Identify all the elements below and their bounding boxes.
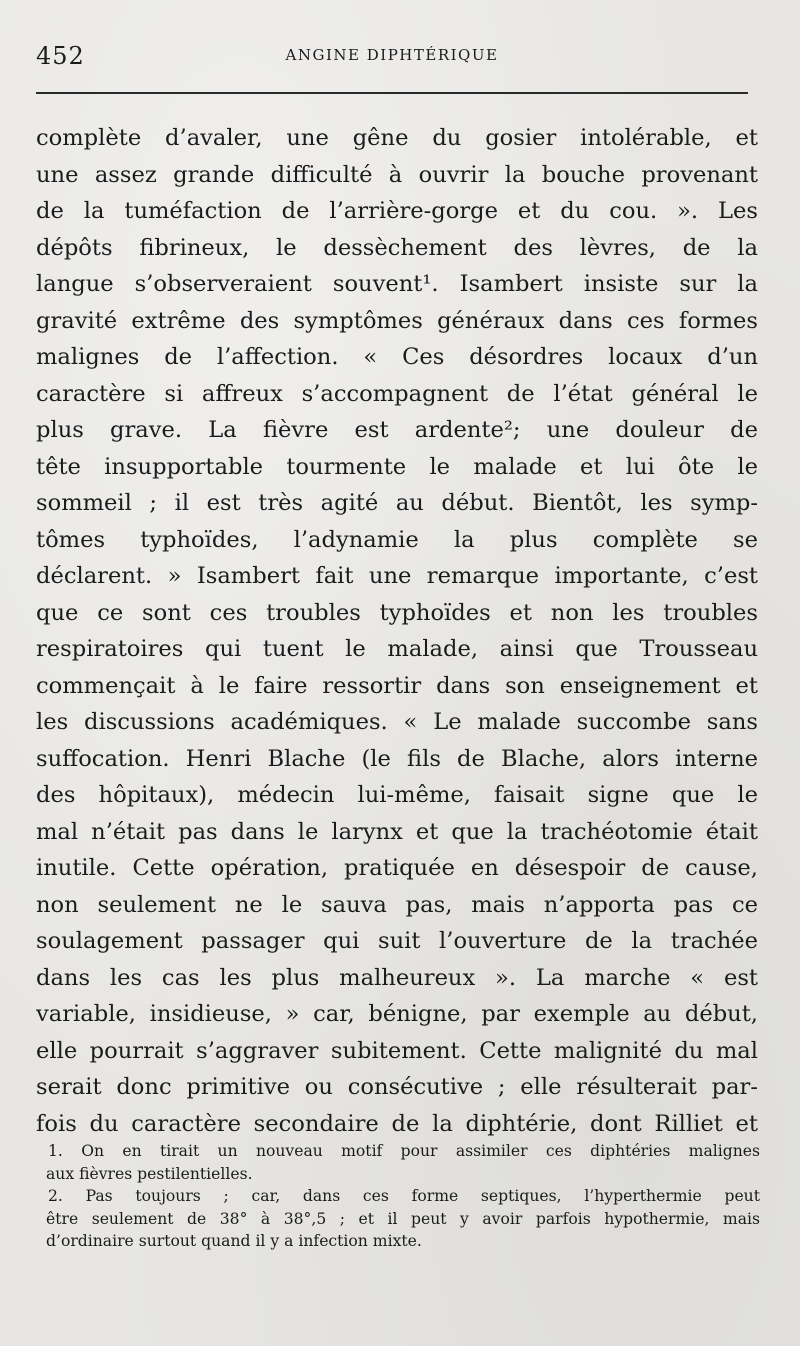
text-line: respiratoires qui tuent le malade, ainsi que Trousseau	[36, 636, 758, 662]
text-line: plus grave. La fièvre est ardente²; une douleur de	[36, 417, 758, 443]
text-line: sommeil ; il est très agité au début. Bientôt, les symp-	[36, 490, 758, 516]
footnotes	[48, 1140, 760, 1253]
footnote-1-line: 1. On en tirait un nouveau motif pour assimiler ces diphtéries malignes	[48, 1142, 760, 1160]
text-line: variable, insidieuse, » car, bénigne, par exemple au début,	[36, 1001, 758, 1027]
text-line: non seulement ne le sauva pas, mais n’apporta pas ce	[36, 891, 758, 918]
header-rule	[36, 92, 748, 94]
running-title: ANGINE DIPHTÉRIQUE	[285, 46, 499, 64]
text-line: dépôts fibrineux, le dessèchement des lèvres, de la	[36, 234, 758, 261]
text-line: déclarent. » Isambert fait une remarque importante, c’est	[36, 563, 758, 589]
body-text	[36, 120, 758, 1142]
text-line: serait donc primitive ou consécutive ; elle résulterait par-	[36, 1074, 758, 1100]
page-number: 452	[36, 42, 85, 70]
text-line: commençait à le faire ressortir dans son enseignement et	[36, 672, 758, 699]
text-line: de la tuméfaction de l’arrière-gorge et du cou. ». Les	[36, 198, 758, 224]
text-line: soulagement passager qui suit l’ouverture de la trachée	[36, 928, 758, 954]
text-line: une assez grande difficulté à ouvrir la bouche provenant	[36, 161, 758, 188]
text-line: tête insupportable tourmente le malade et lui ôte le	[36, 453, 758, 480]
footnote-1-line: aux fièvres pestilentielles.	[46, 1164, 253, 1183]
text-line: mal n’était pas dans le larynx et que la trachéotomie était	[36, 818, 758, 845]
text-line: des hôpitaux), médecin lui-même, faisait signe que le	[36, 782, 758, 808]
text-line: caractère si affreux s’accompagnent de l’état général le	[36, 380, 758, 407]
text-line: langue s’observeraient souvent¹. Isambert insiste sur la	[36, 271, 758, 297]
text-line: dans les cas les plus malheureux ». La marche « est	[36, 964, 758, 991]
footnote-2-line: être seulement de 38° à 38°,5 ; et il peut y avoir parfois hypothermie, mais	[46, 1209, 760, 1228]
text-line: complète d’avaler, une gêne du gosier intolérable, et	[36, 125, 758, 151]
footnote-2-line: 2. Pas toujours ; car, dans ces forme septiques, l’hyperthermie peut	[48, 1187, 760, 1205]
text-line: elle pourrait s’aggraver subitement. Cette malignité du mal	[36, 1037, 758, 1064]
text-line: gravité extrême des symptômes généraux dans ces formes	[36, 307, 758, 334]
text-line: que ce sont ces troubles typhoïdes et non les troubles	[36, 599, 758, 626]
text-line: suffocation. Henri Blache (le fils de Blache, alors interne	[36, 745, 758, 772]
footnote-2-line: d’ordinaire surtout quand il y a infection mixte.	[46, 1232, 422, 1250]
text-line: inutile. Cette opération, pratiquée en désespoir de cause,	[36, 855, 758, 881]
text-line: les discussions académiques. « Le malade succombe sans	[36, 709, 758, 735]
text-line: malignes de l’affection. « Ces désordres locaux d’un	[36, 344, 758, 370]
page-header	[36, 38, 748, 78]
text-line: tômes typhoïdes, l’adynamie la plus complète se	[36, 526, 758, 553]
text-line: fois du caractère secondaire de la diphtérie, dont Rilliet et	[36, 1110, 758, 1137]
